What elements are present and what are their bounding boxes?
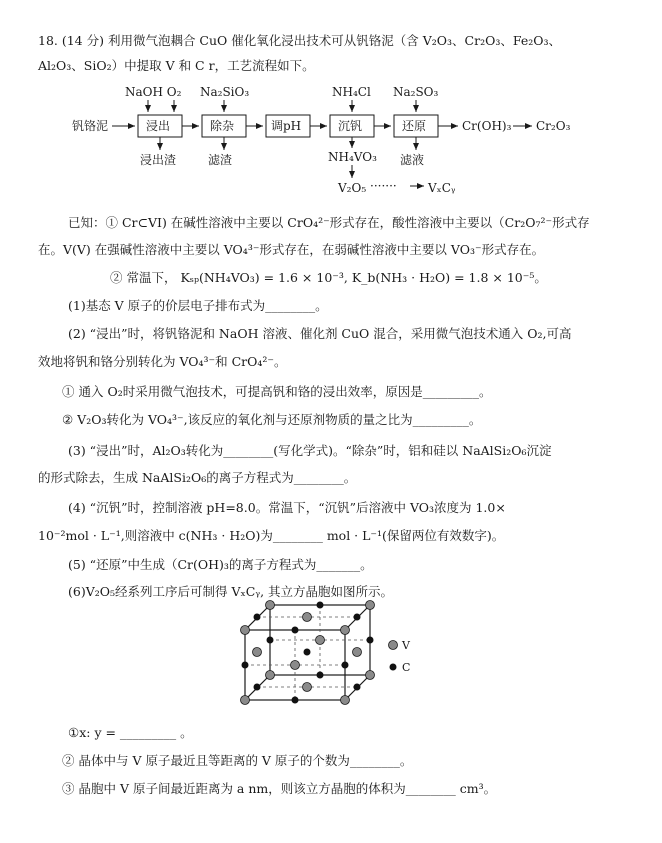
flow-step-precipitate: 沉钒 [338,119,363,133]
flow-output-nh4vo3: NH₄VO₃ [328,150,377,164]
question-5: (5) “还原”中生成（Cr(OH)₃的离子方程式为_______。 [68,557,373,572]
question-4b: 10⁻²mol · L⁻¹,则溶液中 c(NH₃ · H₂O)为________ mol · L⁻¹(保留两位有效数字)。 [38,528,505,543]
flow-product-cr2o3: Cr₂O₃ [536,119,571,133]
process-flow-diagram [0,0,662,220]
question-6-sub3: ③ 晶胞中 V 原子间最近距离为 a nm，则该立方晶胞的体积为________ cm³。 [62,781,497,796]
question-2-sub2: ② V₂O₃转化为 VO₄³⁻,该反应的氧化剂与还原剂物质的量之比为_________。 [62,412,482,427]
question-6-sub1: ①x: y = _________ 。 [68,725,193,740]
question-1: (1)基态 V 原子的价层电子排布式为________。 [68,298,328,313]
flow-start-label: 钒铬泥 [72,119,109,133]
legend-v-label: V [402,639,410,652]
question-3b: 的形式除去，生成 NaAlSi₂O₆的离子方程式为________。 [38,470,357,485]
flow-v2o5: V₂O₅ [338,181,367,195]
question-header: 18. (14 分) 利用微气泡耦合 CuO 催化氧化浸出技术可从钒铬泥（含 V₂O₃、Cr₂O₃、Fe₂O₃、 [38,33,562,48]
flow-input-naoh: NaOH O₂ [125,85,182,99]
flow-input-na2sio3: Na₂SiO₃ [200,85,250,99]
flow-dots: ······· [370,179,397,193]
legend-c-swatch [390,664,397,671]
known-line-2: 在。V(V) 在强碱性溶液中主要以 VO₄³⁻形式存在，在弱碱性溶液中主要以 VO₃⁻形式存在。 [38,242,545,257]
question-4a: (4) “沉钒”时，控制溶液 pH=8.0。常温下，“沉钒”后溶液中 VO₃浓度为 1.0× [68,500,506,515]
known-line-3: ② 常温下， Kₛₚ(NH₄VO₃) = 1.6 × 10⁻³, K_b(NH₃ · H₂O) = 1.8 × 10⁻⁵。 [110,270,547,285]
legend-c-label: C [402,661,411,674]
question-2b: 效地将钒和铬分别转化为 VO₄³⁻和 CrO₄²⁻。 [38,354,287,369]
question-6-sub2: ② 晶体中与 V 原子最近且等距离的 V 原子的个数为________。 [62,753,413,768]
flow-step-leach: 浸出 [146,119,171,133]
question-3a: (3) “浸出”时，Al₂O₃转化为________(写化学式)。“除杂”时，铝和硅以 NaAlSi₂O₆沉淀 [68,443,552,458]
question-2a: (2) “浸出”时，将钒铬泥和 NaOH 溶液、催化剂 CuO 混合，采用微气泡技术通入 O₂,可高 [68,326,572,341]
known-line-1: 已知：① Cr⊂VI) 在碱性溶液中主要以 CrO₄²⁻形式存在，酸性溶液中主要以（Cr₂O₇²⁻形式存 [68,215,590,230]
flow-vxcy: VₓCᵧ [428,181,456,195]
flow-step-purify: 除杂 [210,119,235,133]
question-6: (6)V₂O₅经系列工序后可制得 VₓCᵧ, 其立方晶胞如图所示。 [68,584,394,599]
legend-v-swatch [389,641,398,650]
flow-input-nh4cl: NH₄Cl [332,85,371,99]
flow-output-filtrate: 滤液 [400,153,425,167]
flow-input-na2so3: Na₂SO₃ [393,85,439,99]
question-2-sub1: ① 通入 O₂时采用微气泡技术，可提高钒和铬的浸出效率，原因是_________。 [62,384,492,399]
flow-step-reduce: 还原 [402,119,427,133]
flow-output-filter-residue: 滤渣 [208,153,233,167]
question-header-2: Al₂O₃、SiO₂）中提取 V 和 C r，工艺流程如下。 [38,58,315,73]
flow-output-residue: 浸出渣 [140,153,177,167]
flow-product-croh3: Cr(OH)₃ [462,119,512,133]
crystal-unit-cell-diagram [230,595,430,715]
flow-step-ph: 调pH [271,119,302,133]
